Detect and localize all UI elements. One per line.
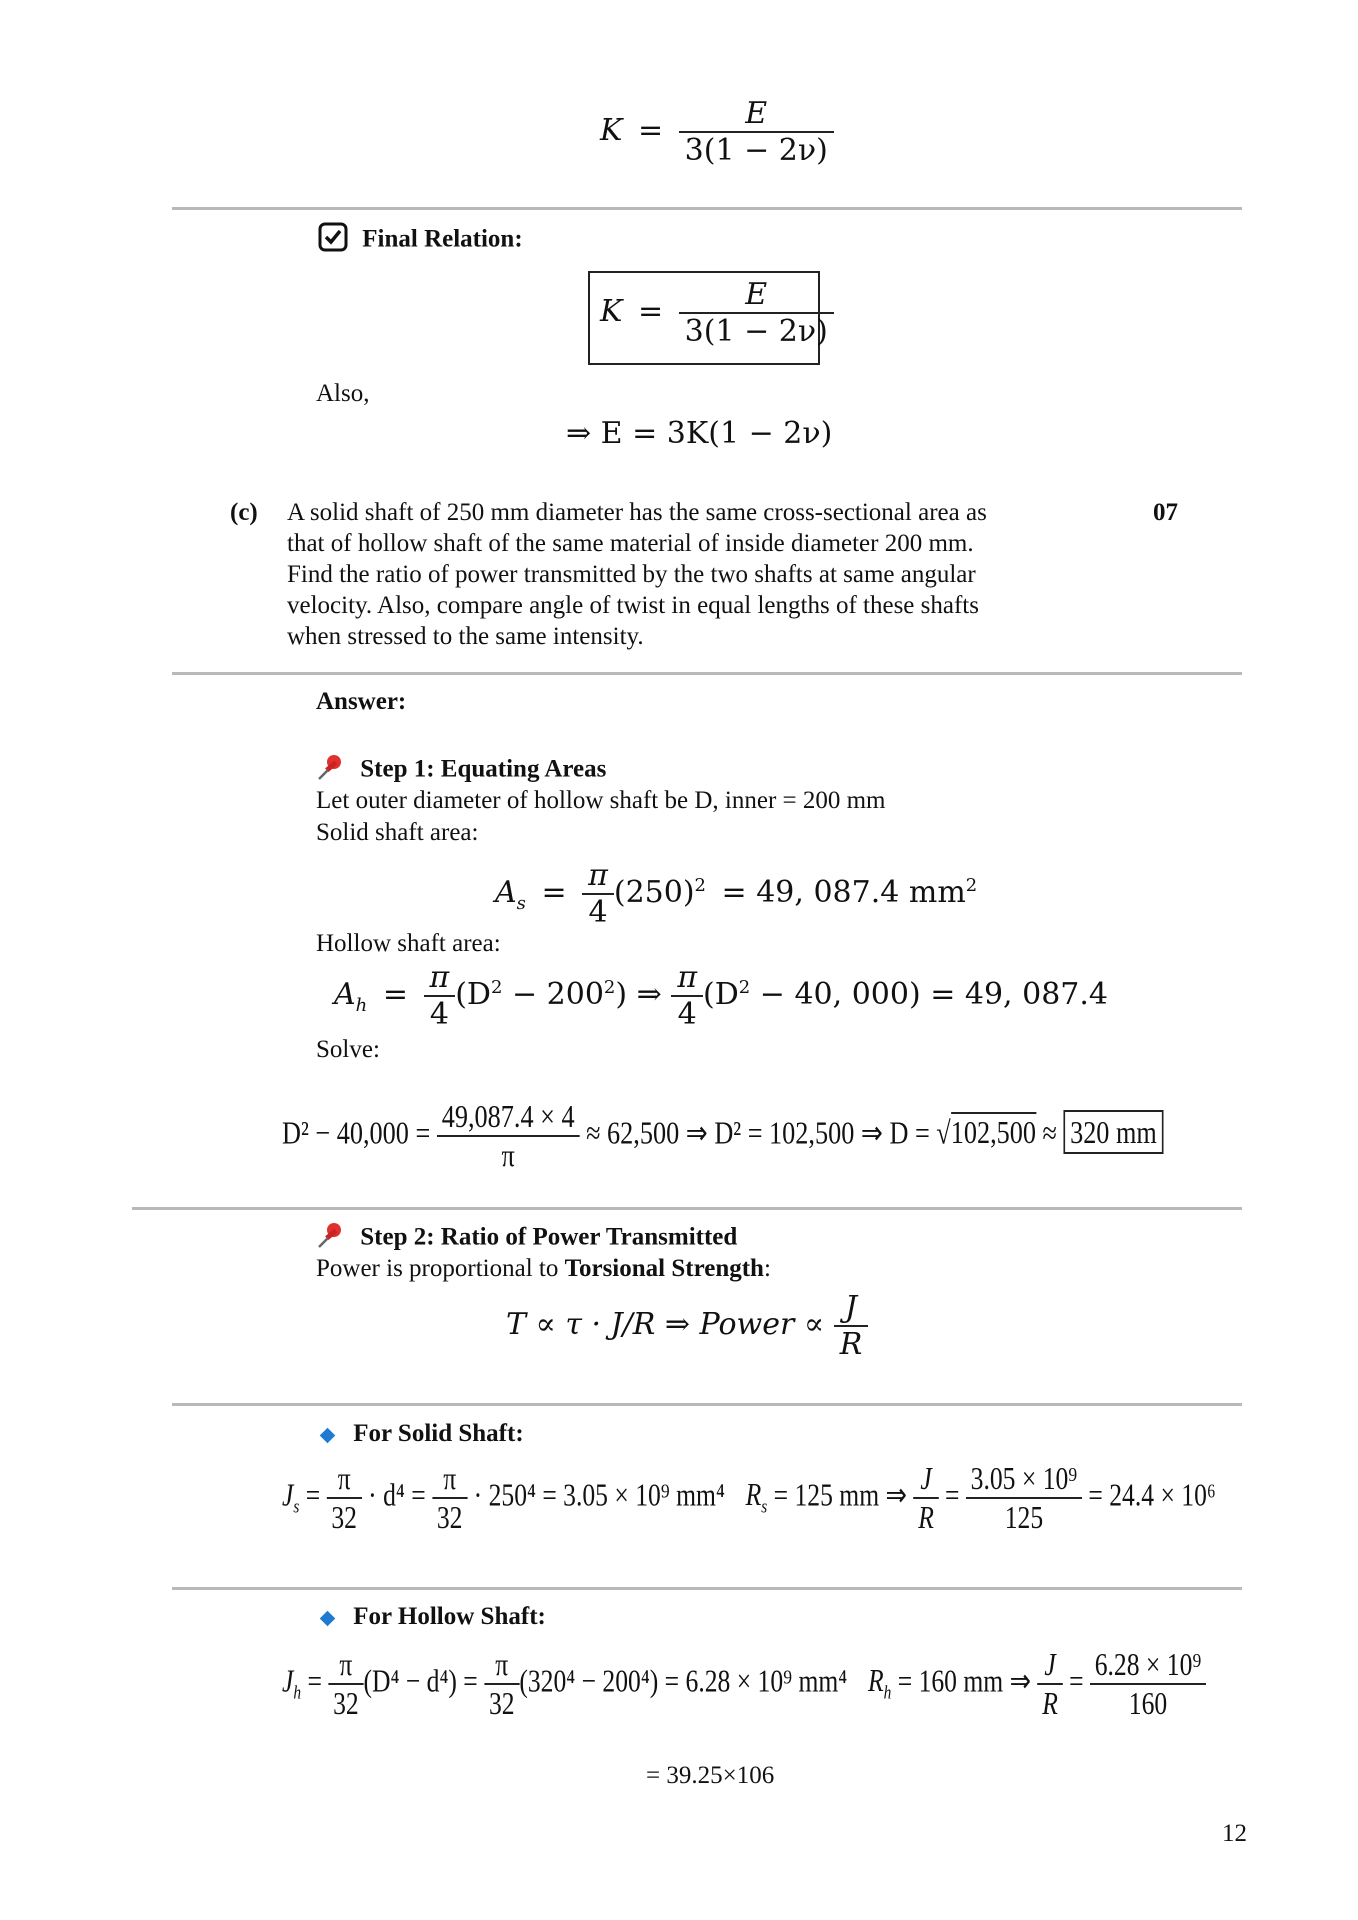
formula-lhs: K <box>600 113 623 148</box>
formula-solid-area: $A_s$ = $\frac{\pi}{4}$ $(250)^2 = 49$, 087.4 $mm^2$ <box>495 858 978 930</box>
r-rest: = 160 mm ⇒ <box>891 1662 1032 1699</box>
divider <box>172 672 1242 675</box>
formula-eq: = <box>637 294 664 329</box>
formula-eq: = <box>541 875 567 910</box>
formula-as-result: = 49, 087.4 mm <box>721 875 966 910</box>
solve-lhs: D² − 40,000 = <box>282 1114 431 1151</box>
j-sub: s <box>293 1496 300 1518</box>
fraction-numerator: π <box>327 1460 362 1499</box>
page-number: 12 <box>1222 1820 1247 1847</box>
step2-title: Step 2: Ratio of Power Transmitted <box>360 1223 738 1251</box>
formula-as-sub: s <box>516 893 526 914</box>
fraction-denominator: 32 <box>436 1499 463 1535</box>
fraction-numerator: E <box>679 277 834 314</box>
formula-fraction <box>679 277 834 349</box>
question-marks: 07 <box>1153 499 1178 526</box>
solid-title: For Solid Shaft: <box>353 1420 524 1447</box>
fraction-denominator: R <box>1042 1685 1058 1721</box>
fraction-numerator: E <box>679 96 834 133</box>
solid-f2: · 250⁴ = 3.05 × 10⁹ mm⁴ <box>473 1476 725 1513</box>
r-rest: = 125 mm ⇒ <box>767 1476 907 1513</box>
fraction-numerator: π <box>432 1460 467 1499</box>
fraction-denominator: 32 <box>488 1685 515 1721</box>
formula-ah-sub: h <box>355 995 368 1016</box>
hollow-heading <box>322 1601 546 1632</box>
formula-ah-part4: (D <box>703 977 739 1012</box>
diamond-icon <box>320 1610 336 1626</box>
fraction-denominator: 3(1 − 2ν) <box>684 133 828 168</box>
pi-over-32 <box>432 1460 467 1536</box>
solve-sqrt: 102,500 <box>950 1114 1036 1151</box>
fraction-denominator: R <box>834 1325 869 1362</box>
fraction-denominator: 4 <box>429 997 449 1032</box>
also-formula: ⇒ E = 3K(1 − 2ν) <box>566 416 833 451</box>
fraction-denominator: 32 <box>331 1499 357 1535</box>
question-line: A solid shaft of 250 mm diameter has the same cross-sectional area as <box>287 499 987 526</box>
hollow-area-label: Hollow shaft area: <box>316 930 501 957</box>
formula-fraction <box>582 858 614 930</box>
pi-over-32 <box>327 1460 362 1536</box>
formula-fraction <box>671 960 703 1032</box>
solid-result: = 24.4 × 10⁶ <box>1088 1476 1216 1513</box>
divider <box>172 1403 1242 1406</box>
formula-ah-part2: − 200 <box>502 977 604 1012</box>
step2-line-post: : <box>763 1255 771 1282</box>
r-symbol: R <box>868 1662 884 1699</box>
fraction-numerator: J <box>845 1290 858 1325</box>
fraction-numerator: π <box>671 960 703 997</box>
step2-line-bold: Torsional Strength <box>564 1255 764 1282</box>
formula-ah-lhs: A <box>334 977 356 1012</box>
j-lhs: J <box>282 1662 294 1699</box>
j-lhs: J <box>282 1476 294 1513</box>
fraction-numerator: π <box>484 1646 519 1685</box>
step1-title: Step 1: Equating Areas <box>360 755 607 783</box>
formula-fraction <box>834 1290 869 1362</box>
formula-ah-part5: − 40, 000) = 49, 087.4 <box>750 977 1109 1012</box>
fraction-denominator: 125 <box>1004 1499 1044 1535</box>
diamond-icon <box>320 1427 336 1443</box>
solve-result: 320 mm <box>1064 1110 1164 1154</box>
fraction-numerator: π <box>582 858 614 895</box>
final-relation-formula <box>588 271 828 365</box>
fraction-numerator: π <box>328 1646 363 1685</box>
sqrt-symbol: √ <box>936 1114 951 1151</box>
formula-hollow-shaft: $J_h$ = $\frac{\pi}{32}$ (D⁴ − d⁴) = $\frac{\pi}{32}$ (320⁴ − 200⁴) = 6.28 × 10⁹ mm⁴ $R_h = 160$ mm ⇒ $\frac{J}{R}$ = $\frac{\text{6.28 × 10⁹}}{160}$ <box>282 1646 1206 1722</box>
step2-line <box>316 1253 771 1284</box>
pi-over-32 <box>328 1646 363 1722</box>
formula-fraction <box>679 96 834 168</box>
fraction-numerator: 49,087.4 × 4 <box>437 1098 580 1137</box>
fraction-numerator: 6.28 × 10⁹ <box>1090 1646 1206 1685</box>
fraction-denominator: 32 <box>333 1685 359 1721</box>
divider <box>172 207 1242 210</box>
hollow-title: For Hollow Shaft: <box>353 1603 546 1630</box>
final-relation-heading <box>318 222 523 260</box>
solid-heading <box>322 1418 524 1449</box>
also-text: Also, <box>316 380 370 407</box>
formula-as-rest: (250) <box>613 875 695 910</box>
formula-eq: = <box>382 977 408 1012</box>
j-over-r <box>1037 1646 1062 1722</box>
formula-bulk-modulus-top <box>600 96 834 168</box>
value-fraction <box>1090 1646 1206 1722</box>
j-over-r <box>913 1460 938 1536</box>
step1-line1: Let outer diameter of hollow shaft be D, inner = 200 mm <box>316 787 886 814</box>
question-line: Find the ratio of power transmitted by the two shafts at same angular <box>287 561 976 588</box>
fraction-denominator: R <box>918 1499 934 1535</box>
fraction-denominator: 4 <box>588 895 608 930</box>
formula-eq: = <box>637 113 664 148</box>
value-fraction <box>966 1460 1082 1536</box>
fraction-numerator: 3.05 × 10⁹ <box>966 1460 1082 1499</box>
formula-solid-shaft: $J_s$ = $\frac{\pi}{32}$ · d⁴ = $\frac{\pi}{32}$ · 250⁴ = 3.05 × 10⁹ mm⁴ $R_s = 125$ mm ⇒ $\frac{J}{R}$ = $\frac{\text{3.05 × 10⁹}}{125}$ = 24.4 × 10⁶ <box>282 1460 1216 1535</box>
formula-ah-part1: (D <box>455 977 491 1012</box>
hollow-result: = 39.25×106 <box>646 1762 775 1789</box>
hollow-f2: (320⁴ − 200⁴) = 6.28 × 10⁹ mm⁴ <box>519 1662 848 1699</box>
step1-line2: Solid shaft area: <box>316 819 479 846</box>
final-relation-label: Final Relation: <box>362 225 523 253</box>
fraction-denominator: 4 <box>677 997 697 1032</box>
step2-line-pre: Power is proportional to <box>316 1255 565 1282</box>
fraction-numerator: J <box>913 1460 938 1499</box>
solve-approx: ≈ <box>1035 1114 1064 1151</box>
checkbox-icon <box>318 222 348 260</box>
solve-label: Solve: <box>316 1036 380 1063</box>
formula-lhs: K <box>600 294 623 329</box>
hollow-f1: (D⁴ − d⁴) = <box>363 1662 478 1699</box>
fraction-denominator: 160 <box>1128 1685 1168 1721</box>
pi-over-32 <box>484 1646 519 1722</box>
question-text <box>287 497 1067 652</box>
r-sub: h <box>883 1682 892 1704</box>
divider <box>132 1207 1242 1210</box>
fraction-numerator: π <box>424 960 456 997</box>
formula-as-lhs: A <box>495 875 517 910</box>
formula-fraction <box>424 960 456 1032</box>
fraction-denominator: π <box>501 1137 515 1173</box>
question-label: (c) <box>230 499 258 526</box>
solve-fraction <box>437 1098 580 1174</box>
fraction-denominator: 3(1 − 2ν) <box>684 314 828 349</box>
formula-power <box>506 1290 868 1362</box>
divider <box>172 1587 1242 1590</box>
formula-solve <box>282 1098 1163 1174</box>
question-line: that of hollow shaft of the same material of inside diameter 200 mm. <box>287 530 974 557</box>
j-sub: h <box>293 1682 302 1704</box>
formula-ah-part3: ) ⇒ <box>615 977 662 1012</box>
answer-label: Answer: <box>316 688 407 715</box>
r-sub: s <box>761 1496 768 1518</box>
formula-power-left: T ∝ τ · J/R ⇒ Power ∝ <box>506 1307 825 1342</box>
fraction-numerator: J <box>1037 1646 1062 1685</box>
solve-rest: ≈ 62,500 ⇒ D² = 102,500 ⇒ D = <box>586 1114 937 1151</box>
r-symbol: R <box>745 1476 762 1513</box>
question-line: velocity. Also, compare angle of twist in equal lengths of these shafts <box>287 592 979 619</box>
solid-f1: · d⁴ = <box>368 1476 426 1513</box>
question-line: when stressed to the same intensity. <box>287 623 644 650</box>
formula-hollow-area: $A_h$ = $\frac{\pi}{4}$ $(D^2 - 200^2)$ ⇒ $\frac{\pi}{4}$ ($D^2 - 40$, 000) = 49, 087.4 <box>334 960 1109 1032</box>
